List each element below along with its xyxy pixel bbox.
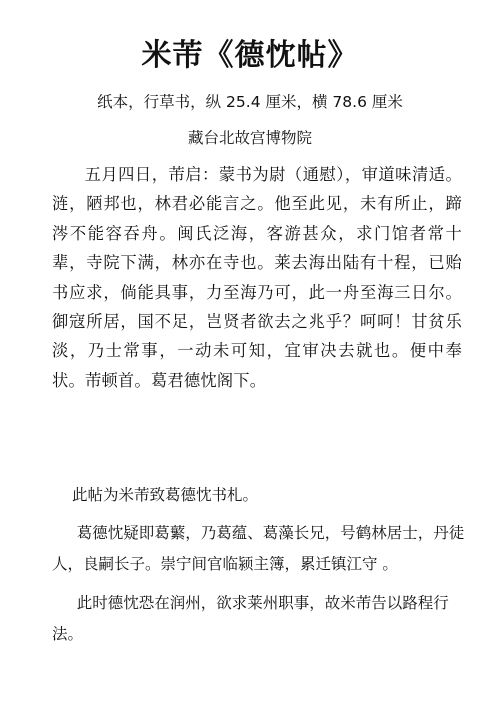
note-paragraph-1: 此帖为米芾致葛德忱书札。 bbox=[72, 486, 259, 504]
format-line: 纸本，行草书，纵 25.4 厘米，横 78.6 厘米 bbox=[97, 93, 403, 111]
document-title: 米芾《德忱帖》 bbox=[141, 38, 359, 73]
transcription-paragraph: 五月四日，芾启：蒙书为尉（通慰），审道味清适。涟，陋邦也，林君必能言之。他至此见，未有所止，蹄涔不能容吞舟。闽氏泛海，客游甚众，求门馆者常十辈，寺院下满，林亦在寺也。莱去海出陆有十程，已贻书应求，倘能具事，力至海乃可，此一舟至海三日尔。御寇所居，国不足，岂贤者欲去之兆乎？呵呵！甘贫乐淡，乃士常事，一动未可知，宜审决去就也。便中奉状。芾顿首。葛君德忱阁下。 bbox=[52, 165, 462, 390]
note-paragraph-2: 葛德忱疑即葛蘩，乃葛蕴、葛藻长兄，号鹤林居士，丹徒人，良嗣长子。崇宁间官临颍主簿，累迁镇江守 。 bbox=[52, 524, 465, 573]
collection-line: 藏台北故宫博物院 bbox=[187, 129, 312, 147]
note-paragraph-3: 此时德忱恐在润州，欲求莱州职事，故米芾告以路程行法。 bbox=[52, 594, 449, 643]
